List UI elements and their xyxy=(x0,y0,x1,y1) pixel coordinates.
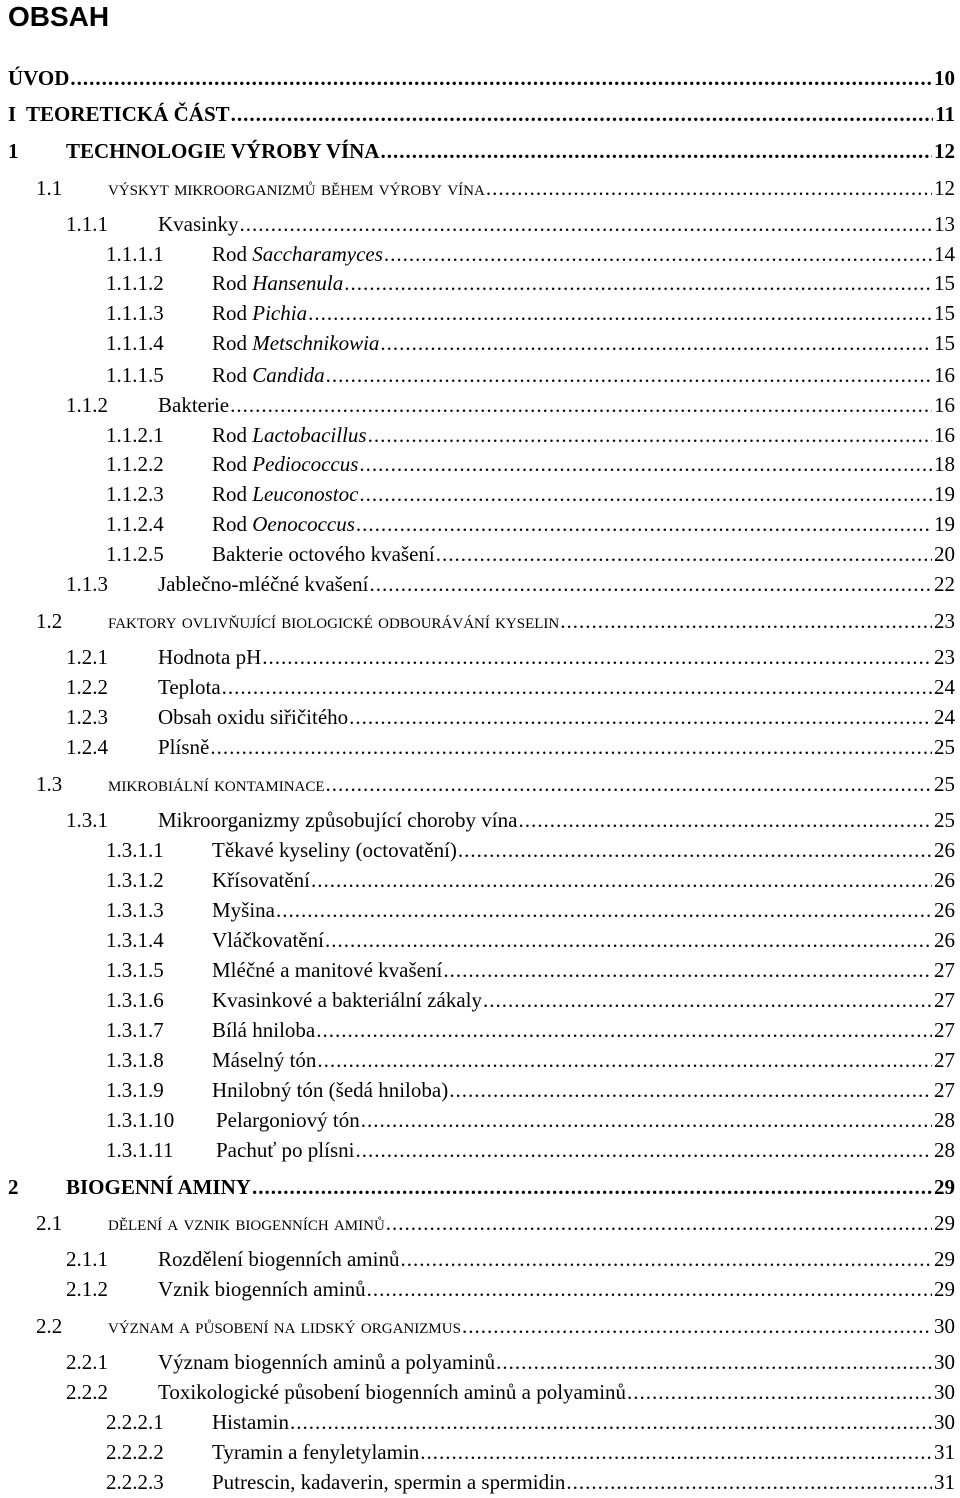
toc-leader-dots xyxy=(276,897,932,923)
toc-entry[interactable] xyxy=(8,101,955,127)
toc-entry-page-number: 30 xyxy=(934,1410,955,1434)
toc-entry-label xyxy=(158,734,209,760)
toc-entry-page-number: 16 xyxy=(934,363,955,387)
toc-entry-label xyxy=(212,867,310,893)
toc-entry-label xyxy=(108,771,325,797)
toc-entry-number: 2.2.2.3 xyxy=(106,1470,164,1494)
toc-entry-label-text: Kvasinkové a bakteriální zákaly xyxy=(212,988,482,1012)
toc-entry-label-text: TECHNOLOGIE VÝROBY VÍNA xyxy=(66,139,380,163)
toc-entry-number: I xyxy=(8,102,17,126)
toc-leader-dots xyxy=(449,1077,932,1103)
toc-leader-dots xyxy=(486,175,932,201)
toc-entry-number: 1.3.1.9 xyxy=(106,1078,164,1102)
toc-entry-label-text: Hodnota pH xyxy=(158,645,262,669)
toc-entry-page-number: 20 xyxy=(934,542,955,566)
toc-entry-page-number: 19 xyxy=(934,512,955,536)
toc-entry[interactable] xyxy=(66,674,955,700)
toc-entry-number: 1.3.1.1 xyxy=(106,838,164,862)
toc-entry-label xyxy=(212,422,367,448)
toc-entry-label-italic: Pediococcus xyxy=(252,452,359,476)
toc-entry-label-text: Rod xyxy=(212,423,253,447)
toc-entry-page-number: 15 xyxy=(934,331,955,355)
toc-entry-label-text: Rod xyxy=(212,301,253,325)
toc-entry-label-italic: Hansenula xyxy=(252,271,344,295)
toc-leader-dots xyxy=(560,608,932,634)
toc-entry-label-text: Kvasinky xyxy=(158,212,239,236)
toc-entry-label xyxy=(212,362,325,388)
toc-entry-page-number: 18 xyxy=(934,452,955,476)
toc-entry-label xyxy=(212,1017,315,1043)
toc-entry[interactable] xyxy=(66,734,955,760)
toc-entry-label-text: Bakterie octového kvašení xyxy=(212,542,435,566)
toc-entry-label-text: Myšina xyxy=(212,898,275,922)
toc-entry[interactable] xyxy=(106,451,955,477)
toc-entry-number: 2.2 xyxy=(36,1314,63,1338)
toc-entry-page-number: 28 xyxy=(934,1108,955,1132)
toc-entry-page-number: 28 xyxy=(934,1138,955,1162)
toc-leader-dots xyxy=(262,644,932,670)
toc-entry-page-number: 23 xyxy=(934,609,955,633)
toc-entry[interactable] xyxy=(36,771,955,797)
toc-entry-page-number: 10 xyxy=(934,66,955,90)
toc-entry-page-number: 19 xyxy=(934,482,955,506)
toc-leader-dots xyxy=(222,674,932,700)
toc-entry[interactable] xyxy=(106,897,955,923)
toc-leader-dots xyxy=(367,1276,932,1302)
toc-leader-dots xyxy=(326,362,932,388)
toc-entry-label xyxy=(158,674,221,700)
toc-entry-label-italic: Lactobacillus xyxy=(252,423,367,447)
toc-entry[interactable] xyxy=(66,571,955,597)
toc-leader-dots xyxy=(355,1137,932,1163)
toc-entry-number: 1.3.1.4 xyxy=(106,928,164,952)
toc-entry-page-number: 15 xyxy=(934,271,955,295)
toc-entry-page-number: 26 xyxy=(934,928,955,952)
toc-entry-page-number: 29 xyxy=(934,1277,955,1301)
toc-entry-label-text: mikrobiální kontaminace xyxy=(108,772,325,796)
toc-entry-label xyxy=(8,65,69,91)
toc-entry-label xyxy=(212,1469,565,1495)
toc-entry-label xyxy=(26,101,230,127)
toc-leader-dots xyxy=(361,1107,932,1133)
toc-entry-number: 1.1.2.4 xyxy=(106,512,164,536)
toc-entry-page-number: 27 xyxy=(934,1078,955,1102)
toc-entry-number: 1.2.4 xyxy=(66,735,108,759)
toc-entry-label xyxy=(158,644,261,670)
toc-entry-label xyxy=(212,1409,289,1435)
toc-leader-dots xyxy=(518,807,932,833)
toc-entry-label xyxy=(108,1313,461,1339)
toc-entry-label-text: Pachuť po plísni xyxy=(216,1138,355,1162)
toc-entry[interactable] xyxy=(106,987,955,1013)
toc-entry-number: 1.1.1.2 xyxy=(106,271,164,295)
toc-entry-label-text: Bakterie xyxy=(158,393,230,417)
toc-entry-label xyxy=(216,1137,354,1163)
toc-leader-dots xyxy=(325,927,932,953)
toc-entry-label xyxy=(158,1379,626,1405)
toc-leader-dots xyxy=(308,300,932,326)
toc-leader-dots xyxy=(420,1439,932,1465)
toc-entry-label-text: Rod xyxy=(212,331,253,355)
toc-entry-page-number: 15 xyxy=(934,301,955,325)
toc-entry[interactable] xyxy=(66,1349,955,1375)
toc-entry-label-text: Křísovatění xyxy=(212,868,310,892)
toc-entry-label-text: Histamin xyxy=(212,1410,289,1434)
toc-leader-dots xyxy=(290,1409,932,1435)
toc-entry-label xyxy=(212,1439,419,1465)
toc-entry-label-text: Mikroorganizmy způsobující choroby vína xyxy=(158,808,518,832)
toc-entry-label xyxy=(212,481,358,507)
toc-leader-dots xyxy=(344,270,932,296)
toc-entry[interactable] xyxy=(106,270,955,296)
toc-entry-label xyxy=(212,541,435,567)
toc-entry-page-number: 12 xyxy=(934,139,955,163)
toc-entry-page-number: 23 xyxy=(934,645,955,669)
toc-leader-dots xyxy=(458,837,932,863)
toc-entry-number: 1.1.2.3 xyxy=(106,482,164,506)
toc-entry-label-text: Jablečno-mléčné kvašení xyxy=(158,572,369,596)
toc-entry[interactable] xyxy=(106,1107,955,1133)
toc-entry-page-number: 31 xyxy=(934,1440,955,1464)
toc-entry-number: 1 xyxy=(8,139,19,163)
toc-entry-number: 1.1.2.1 xyxy=(106,423,164,447)
toc-entry-label-text: dělení a vznik biogenních aminů xyxy=(108,1211,385,1235)
toc-entry-page-number: 25 xyxy=(934,735,955,759)
toc-leader-dots xyxy=(443,957,932,983)
toc-entry[interactable] xyxy=(106,511,955,537)
toc-entry[interactable] xyxy=(36,608,955,634)
toc-entry-label xyxy=(158,571,369,597)
toc-entry[interactable] xyxy=(106,481,955,507)
toc-entry[interactable] xyxy=(66,211,955,237)
toc-entry-label-text: Rod xyxy=(212,452,253,476)
toc-entry[interactable] xyxy=(106,1469,955,1495)
toc-leader-dots xyxy=(231,101,934,127)
toc-entry-page-number: 22 xyxy=(934,572,955,596)
toc-entry-number: 2.1.2 xyxy=(66,1277,108,1301)
toc-entry-page-number: 29 xyxy=(934,1247,955,1271)
toc-entry-page-number: 30 xyxy=(934,1314,955,1338)
toc-leader-dots xyxy=(70,65,932,91)
toc-entry-label-italic: Saccharamyces xyxy=(252,242,383,266)
toc-entry-label xyxy=(66,1174,251,1200)
toc-entry-label-text: Máselný tón xyxy=(212,1048,317,1072)
toc-entry-label xyxy=(108,1210,385,1236)
toc-leader-dots xyxy=(386,1210,932,1236)
toc-entry[interactable] xyxy=(8,1174,955,1200)
toc-leader-dots xyxy=(436,541,932,567)
toc-leader-dots xyxy=(400,1246,932,1272)
toc-entry-page-number: 31 xyxy=(934,1470,955,1494)
toc-entry-label xyxy=(212,511,355,537)
toc-entry-label-text: Význam biogenních aminů a polyaminů xyxy=(158,1350,496,1374)
toc-leader-dots xyxy=(349,704,932,730)
toc-entry-number: 1.3.1.3 xyxy=(106,898,164,922)
toc-entry-label-text: Putrescin, kadaverin, spermin a spermidin xyxy=(212,1470,566,1494)
toc-entry-label-italic: Leuconostoc xyxy=(252,482,359,506)
toc-entry[interactable] xyxy=(106,1439,955,1465)
toc-entry-label xyxy=(158,807,517,833)
toc-entry-label xyxy=(212,451,358,477)
toc-entry-label xyxy=(158,392,229,418)
toc-entry-number: 1.3 xyxy=(36,772,63,796)
toc-entry[interactable] xyxy=(66,807,955,833)
toc-entry-number: 2.2.1 xyxy=(66,1350,108,1374)
toc-leader-dots xyxy=(359,481,932,507)
toc-entry-page-number: 27 xyxy=(934,1018,955,1042)
toc-entry-label xyxy=(212,241,383,267)
toc-leader-dots xyxy=(317,1047,932,1073)
toc-entry-number: 2.2.2.2 xyxy=(106,1440,164,1464)
toc-entry-label-text: Hnilobný tón (šedá hniloba) xyxy=(212,1078,449,1102)
toc-leader-dots xyxy=(240,211,933,237)
toc-entry-number: 2 xyxy=(8,1175,19,1199)
toc-entry-label-text: faktory ovlivňující biologické odbourávání kyselin xyxy=(108,609,560,633)
toc-entry-label xyxy=(212,300,307,326)
toc-leader-dots xyxy=(368,422,932,448)
toc-entry[interactable] xyxy=(106,541,955,567)
toc-entry-number: 1.3.1.5 xyxy=(106,958,164,982)
toc-entry[interactable] xyxy=(106,330,955,356)
toc-entry[interactable] xyxy=(66,1246,955,1272)
toc-entry-number: 1.3.1.6 xyxy=(106,988,164,1012)
toc-entry[interactable] xyxy=(106,1017,955,1043)
toc-entry[interactable] xyxy=(106,867,955,893)
toc-entry-label xyxy=(158,704,348,730)
toc-entry[interactable] xyxy=(8,138,955,164)
toc-entry-label-text: Rozdělení biogenních aminů xyxy=(158,1247,400,1271)
toc-entry-page-number: 16 xyxy=(934,423,955,447)
toc-entry[interactable] xyxy=(106,837,955,863)
toc-entry-page-number: 12 xyxy=(934,176,955,200)
toc-entry-page-number: 13 xyxy=(934,212,955,236)
toc-leader-dots xyxy=(380,330,932,356)
toc-entry-label-text: Vznik biogenních aminů xyxy=(158,1277,366,1301)
toc-entry[interactable] xyxy=(66,644,955,670)
toc-entry-number: 1.3.1.11 xyxy=(106,1138,174,1162)
toc-entry-label-text: Rod xyxy=(212,363,253,387)
toc-entry-label-text: Tyramin a fenyletylamin xyxy=(212,1440,420,1464)
page-title: OBSAH xyxy=(8,1,110,32)
toc-entry-number: 2.1 xyxy=(36,1211,63,1235)
toc-entry[interactable] xyxy=(66,392,955,418)
toc-entry[interactable] xyxy=(106,1077,955,1103)
toc-entry-label-italic: Candida xyxy=(252,363,325,387)
toc-entry-page-number: 29 xyxy=(934,1211,955,1235)
toc-leader-dots xyxy=(359,451,932,477)
toc-entry-page-number: 30 xyxy=(934,1350,955,1374)
toc-entry-number: 1.2.3 xyxy=(66,705,108,729)
toc-entry-number: 1.1.1 xyxy=(66,212,108,236)
toc-entry-label-text: Mléčné a manitové kvašení xyxy=(212,958,443,982)
toc-entry-label xyxy=(212,957,442,983)
toc-leader-dots xyxy=(316,1017,932,1043)
toc-entry-label xyxy=(158,211,239,237)
toc-entry[interactable] xyxy=(106,1047,955,1073)
toc-entry-page-number: 27 xyxy=(934,988,955,1012)
toc-entry-label xyxy=(212,270,343,296)
toc-entry[interactable] xyxy=(106,1409,955,1435)
toc-leader-dots xyxy=(230,392,932,418)
toc-entry-label-italic: Pichia xyxy=(252,301,308,325)
toc-entry-label-text: ÚVOD xyxy=(8,66,70,90)
toc-entry-label xyxy=(108,608,559,634)
toc-leader-dots xyxy=(483,987,932,1013)
toc-entry-page-number: 26 xyxy=(934,898,955,922)
toc-entry-page-number: 27 xyxy=(934,1048,955,1072)
toc-entry-number: 2.1.1 xyxy=(66,1247,108,1271)
toc-entry-label-text: Vláčkovatění xyxy=(212,928,324,952)
toc-leader-dots xyxy=(370,571,933,597)
toc-entry-number: 1.2 xyxy=(36,609,63,633)
toc-entry-number: 1.1.2 xyxy=(66,393,108,417)
toc-entry-page-number: 27 xyxy=(934,958,955,982)
toc-entry-label-text: BIOGENNÍ AMINY xyxy=(66,1175,251,1199)
toc-entry[interactable] xyxy=(106,422,955,448)
toc-entry-number: 1.1.3 xyxy=(66,572,108,596)
toc-entry-label xyxy=(212,927,324,953)
toc-leader-dots xyxy=(627,1379,932,1405)
toc-entry-page-number: 16 xyxy=(934,393,955,417)
toc-entry-page-number: 14 xyxy=(934,242,955,266)
toc-entry-label xyxy=(108,175,485,201)
toc-entry-label xyxy=(212,987,482,1013)
toc-entry-label-text: Plísně xyxy=(158,735,210,759)
toc-entry-number: 1.3.1.2 xyxy=(106,868,164,892)
toc-entry-label xyxy=(212,837,457,863)
toc-leader-dots xyxy=(356,511,932,537)
toc-entry-page-number: 24 xyxy=(934,675,955,699)
toc-entry-label xyxy=(158,1349,495,1375)
toc-entry[interactable] xyxy=(66,704,955,730)
toc-leader-dots xyxy=(384,241,932,267)
toc-entry-label-text: výskyt mikroorganizmů během výroby vína xyxy=(108,176,485,200)
toc-leader-dots xyxy=(381,138,932,164)
toc-entry-number: 1.2.1 xyxy=(66,645,108,669)
toc-leader-dots xyxy=(210,734,932,760)
toc-entry[interactable] xyxy=(106,927,955,953)
toc-entry[interactable] xyxy=(36,175,955,201)
toc-entry-label xyxy=(158,1246,399,1272)
toc-entry-label xyxy=(212,1047,316,1073)
toc-entry-number: 1.3.1 xyxy=(66,808,108,832)
toc-entry-page-number: 25 xyxy=(934,808,955,832)
toc-entry-page-number: 29 xyxy=(934,1175,955,1199)
toc-entry-number: 1.1.1.1 xyxy=(106,242,164,266)
toc-entry-page-number: 25 xyxy=(934,772,955,796)
toc-entry-page-number: 24 xyxy=(934,705,955,729)
toc-leader-dots xyxy=(566,1469,932,1495)
toc-entry[interactable] xyxy=(36,1210,955,1236)
toc-entry-number: 1.1.2.2 xyxy=(106,452,164,476)
toc-entry-number: 1.3.1.7 xyxy=(106,1018,164,1042)
toc-entry-number: 1.1.2.5 xyxy=(106,542,164,566)
toc-entry-page-number: 26 xyxy=(934,868,955,892)
toc-entry-number: 1.1 xyxy=(36,176,63,200)
toc-entry-label-text: Bílá hniloba xyxy=(212,1018,316,1042)
toc-entry-number: 1.2.2 xyxy=(66,675,108,699)
toc-leader-dots xyxy=(496,1349,932,1375)
toc-entry-label-text: Těkavé kyseliny (octovatění) xyxy=(212,838,457,862)
toc-leader-dots xyxy=(462,1313,932,1339)
toc-leader-dots xyxy=(326,771,932,797)
toc-entry-label-text: Rod xyxy=(212,482,253,506)
toc-entry[interactable] xyxy=(8,65,955,91)
toc-entry-number: 2.2.2 xyxy=(66,1380,108,1404)
toc-entry[interactable] xyxy=(36,1313,955,1339)
toc-entry-label-italic: Metschnikowia xyxy=(252,331,380,355)
toc-entry-label-text: význam a působení na lidský organizmus xyxy=(108,1314,461,1338)
toc-entry[interactable] xyxy=(66,1276,955,1302)
toc-entry-label-text: Rod xyxy=(212,512,253,536)
toc-entry-label xyxy=(158,1276,366,1302)
toc-entry-label xyxy=(212,897,275,923)
toc-entry-label xyxy=(66,138,380,164)
toc-leader-dots xyxy=(252,1174,932,1200)
toc-entry[interactable] xyxy=(106,957,955,983)
toc-entry-label-text: Rod xyxy=(212,242,253,266)
toc-entry-number: 1.3.1.8 xyxy=(106,1048,164,1072)
toc-leader-dots xyxy=(311,867,932,893)
toc-entry[interactable] xyxy=(66,1379,955,1405)
toc-entry[interactable] xyxy=(106,300,955,326)
toc-entry-label xyxy=(212,1077,448,1103)
toc-entry-label-italic: Oenococcus xyxy=(252,512,355,536)
toc-entry-label-text: TEORETICKÁ ČÁST xyxy=(26,102,230,126)
toc-entry-page-number: 11 xyxy=(935,102,955,126)
toc-entry-number: 1.1.1.3 xyxy=(106,301,164,325)
toc-entry-number: 1.3.1.10 xyxy=(106,1108,175,1132)
toc-entry-label-text: Rod xyxy=(212,271,253,295)
toc-entry-label xyxy=(216,1107,360,1133)
toc-entry-page-number: 30 xyxy=(934,1380,955,1404)
toc-entry-label-text: Toxikologické působení biogenních aminů a polyaminů xyxy=(158,1380,627,1404)
toc-entry[interactable] xyxy=(106,362,955,388)
toc-entry-number: 1.1.1.4 xyxy=(106,331,164,355)
toc-entry-number: 1.1.1.5 xyxy=(106,363,164,387)
toc-entry-page-number: 26 xyxy=(934,838,955,862)
toc-entry[interactable] xyxy=(106,1137,955,1163)
toc-entry-label-text: Obsah oxidu siřičitého xyxy=(158,705,349,729)
toc-entry-label xyxy=(212,330,379,356)
toc-entry[interactable] xyxy=(106,241,955,267)
toc-entry-number: 2.2.2.1 xyxy=(106,1410,164,1434)
toc-entry-label-text: Pelargoniový tón xyxy=(216,1108,360,1132)
toc-entry-label-text: Teplota xyxy=(158,675,221,699)
